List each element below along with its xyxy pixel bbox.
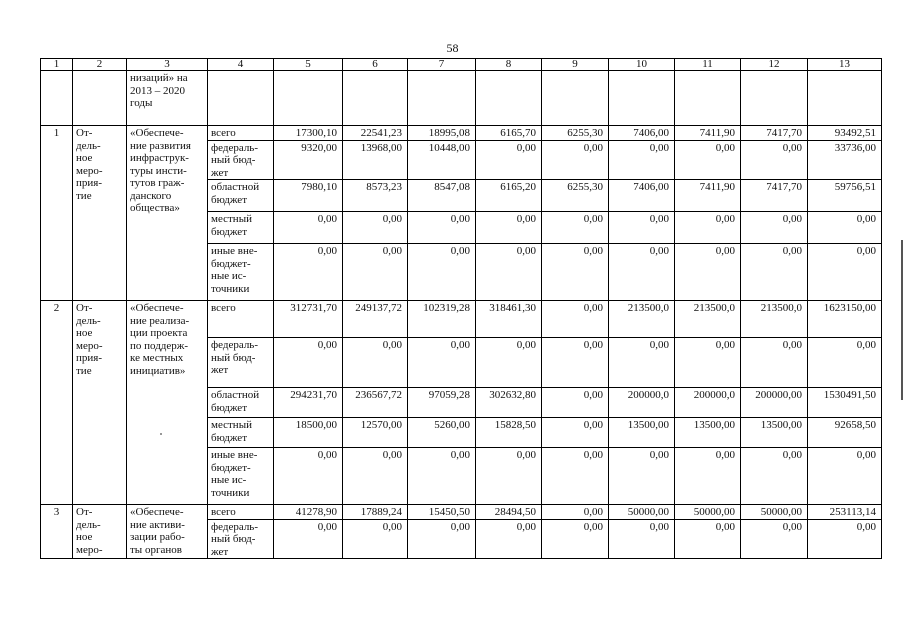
section-number: 2 <box>41 301 73 505</box>
year-value: 8547,08 <box>408 180 476 212</box>
year-value: 18995,08 <box>408 126 476 141</box>
scan-edge-mark <box>901 240 903 400</box>
measure-title: «Обеспече- ние реализа- ции проекта по поддерж- ке местных инициатив» <box>127 301 208 505</box>
year-value: 22541,23 <box>343 126 408 141</box>
year-value: 50000,00 <box>741 505 808 520</box>
year-value: 102319,28 <box>408 301 476 338</box>
year-value: 0,00 <box>476 448 542 505</box>
year-value: 13500,00 <box>609 418 675 448</box>
empty-cell <box>73 71 127 126</box>
column-number: 12 <box>741 59 808 71</box>
column-number: 8 <box>476 59 542 71</box>
continuation-title: низаций» на 2013 – 2020 годы <box>127 71 208 126</box>
funding-source: федераль- ный бюд- жет <box>208 338 274 388</box>
year-value: 213500,0 <box>675 301 741 338</box>
measure-type: От- дель- ное меро- прия- тие <box>73 126 127 301</box>
year-value: 0,00 <box>741 448 808 505</box>
year-value: 6255,30 <box>542 180 609 212</box>
year-value: 213500,0 <box>609 301 675 338</box>
year-value: 9320,00 <box>274 140 343 180</box>
year-value: 0,00 <box>609 244 675 301</box>
year-value: 312731,70 <box>274 301 343 338</box>
year-value: 0,00 <box>675 338 741 388</box>
page-number: 58 <box>446 41 459 55</box>
year-value: 12570,00 <box>343 418 408 448</box>
year-value: 0,00 <box>542 244 609 301</box>
year-value: 6255,30 <box>542 126 609 141</box>
column-number: 9 <box>542 59 609 71</box>
total-value: 0,00 <box>808 338 882 388</box>
year-value: 318461,30 <box>476 301 542 338</box>
year-value: 0,00 <box>274 212 343 244</box>
continuation-row <box>41 71 882 126</box>
year-value: 200000,0 <box>609 388 675 418</box>
year-value: 13500,00 <box>675 418 741 448</box>
year-value: 0,00 <box>542 301 609 338</box>
year-value: 0,00 <box>274 338 343 388</box>
year-value: 17300,10 <box>274 126 343 141</box>
year-value: 0,00 <box>476 244 542 301</box>
column-number: 7 <box>408 59 476 71</box>
funding-source: областной бюджет <box>208 180 274 212</box>
year-value: 0,00 <box>408 338 476 388</box>
year-value: 0,00 <box>343 244 408 301</box>
year-value: 249137,72 <box>343 301 408 338</box>
column-number: 4 <box>208 59 274 71</box>
year-value: 0,00 <box>609 212 675 244</box>
year-value: 7406,00 <box>609 180 675 212</box>
year-value: 0,00 <box>741 338 808 388</box>
empty-cell <box>609 71 675 126</box>
empty-cell <box>274 71 343 126</box>
year-value: 41278,90 <box>274 505 343 520</box>
empty-cell <box>408 71 476 126</box>
year-value: 0,00 <box>741 519 808 559</box>
year-value: 17889,24 <box>343 505 408 520</box>
measure-title: «Обеспече- ние активи- зации рабо- ты органов <box>127 505 208 559</box>
year-value: 0,00 <box>675 244 741 301</box>
total-value: 0,00 <box>808 519 882 559</box>
year-value: 13968,00 <box>343 140 408 180</box>
column-number: 5 <box>274 59 343 71</box>
empty-cell <box>208 71 274 126</box>
funding-source: всего <box>208 301 274 338</box>
total-value: 0,00 <box>808 244 882 301</box>
year-value: 5260,00 <box>408 418 476 448</box>
column-number: 13 <box>808 59 882 71</box>
empty-cell <box>476 71 542 126</box>
year-value: 0,00 <box>609 140 675 180</box>
total-value: 253113,14 <box>808 505 882 520</box>
total-value: 33736,00 <box>808 140 882 180</box>
year-value: 0,00 <box>542 388 609 418</box>
year-value: 302632,80 <box>476 388 542 418</box>
year-value: 13500,00 <box>741 418 808 448</box>
total-value: 59756,51 <box>808 180 882 212</box>
year-value: 7411,90 <box>675 126 741 141</box>
year-value: 0,00 <box>741 244 808 301</box>
column-number: 10 <box>609 59 675 71</box>
year-value: 0,00 <box>343 448 408 505</box>
year-value: 0,00 <box>609 338 675 388</box>
year-value: 0,00 <box>542 418 609 448</box>
year-value: 97059,28 <box>408 388 476 418</box>
funding-source: федераль- ный бюд- жет <box>208 140 274 180</box>
total-value: 0,00 <box>808 212 882 244</box>
year-value: 0,00 <box>408 519 476 559</box>
year-value: 7417,70 <box>741 180 808 212</box>
section-number: 1 <box>41 126 73 301</box>
year-value: 0,00 <box>542 338 609 388</box>
year-value: 6165,70 <box>476 126 542 141</box>
year-value: 0,00 <box>542 519 609 559</box>
year-value: 15450,50 <box>408 505 476 520</box>
year-value: 0,00 <box>542 140 609 180</box>
empty-cell <box>808 71 882 126</box>
column-number-row <box>41 59 882 71</box>
year-value: 15828,50 <box>476 418 542 448</box>
scan-dot <box>160 433 162 435</box>
year-value: 0,00 <box>343 519 408 559</box>
empty-cell <box>675 71 741 126</box>
year-value: 8573,23 <box>343 180 408 212</box>
year-value: 0,00 <box>408 448 476 505</box>
year-value: 7411,90 <box>675 180 741 212</box>
year-value: 7417,70 <box>741 126 808 141</box>
year-value: 50000,00 <box>675 505 741 520</box>
empty-cell <box>41 71 73 126</box>
measure-type: От- дель- ное меро- прия- тие <box>73 301 127 505</box>
year-value: 0,00 <box>675 448 741 505</box>
total-value: 1623150,00 <box>808 301 882 338</box>
year-value: 0,00 <box>274 244 343 301</box>
year-value: 200000,0 <box>675 388 741 418</box>
column-number: 1 <box>41 59 73 71</box>
year-value: 200000,00 <box>741 388 808 418</box>
year-value: 0,00 <box>274 448 343 505</box>
year-value: 0,00 <box>675 140 741 180</box>
funding-source: иные вне- бюджет- ные ис- точники <box>208 244 274 301</box>
year-value: 0,00 <box>343 212 408 244</box>
year-value: 0,00 <box>343 338 408 388</box>
year-value: 18500,00 <box>274 418 343 448</box>
year-value: 0,00 <box>741 140 808 180</box>
table-row <box>41 126 882 141</box>
year-value: 7980,10 <box>274 180 343 212</box>
year-value: 0,00 <box>408 212 476 244</box>
year-value: 0,00 <box>476 519 542 559</box>
year-value: 0,00 <box>609 448 675 505</box>
column-number: 2 <box>73 59 127 71</box>
measure-title: «Обеспече- ние развития инфраструк- туры инсти- тутов граж- данского общества» <box>127 126 208 301</box>
year-value: 0,00 <box>609 519 675 559</box>
year-value: 0,00 <box>476 212 542 244</box>
column-number: 3 <box>127 59 208 71</box>
funding-source: всего <box>208 505 274 520</box>
table-row <box>41 301 882 338</box>
total-value: 0,00 <box>808 448 882 505</box>
empty-cell <box>741 71 808 126</box>
total-value: 93492,51 <box>808 126 882 141</box>
year-value: 7406,00 <box>609 126 675 141</box>
table-row <box>41 505 882 520</box>
year-value: 10448,00 <box>408 140 476 180</box>
funding-source: федераль- ный бюд- жет <box>208 519 274 559</box>
funding-source: иные вне- бюджет- ные ис- точники <box>208 448 274 505</box>
year-value: 28494,50 <box>476 505 542 520</box>
year-value: 0,00 <box>542 505 609 520</box>
measure-type: От- дель- ное меро- <box>73 505 127 559</box>
funding-source: местный бюджет <box>208 418 274 448</box>
empty-cell <box>343 71 408 126</box>
year-value: 0,00 <box>408 244 476 301</box>
budget-table <box>40 58 882 559</box>
funding-source: всего <box>208 126 274 141</box>
column-number: 6 <box>343 59 408 71</box>
year-value: 0,00 <box>741 212 808 244</box>
year-value: 0,00 <box>476 140 542 180</box>
year-value: 0,00 <box>542 212 609 244</box>
empty-cell <box>542 71 609 126</box>
year-value: 213500,0 <box>741 301 808 338</box>
total-value: 92658,50 <box>808 418 882 448</box>
year-value: 0,00 <box>675 212 741 244</box>
year-value: 0,00 <box>542 448 609 505</box>
total-value: 1530491,50 <box>808 388 882 418</box>
section-number: 3 <box>41 505 73 559</box>
column-number: 11 <box>675 59 741 71</box>
funding-source: местный бюджет <box>208 212 274 244</box>
year-value: 0,00 <box>274 519 343 559</box>
year-value: 6165,20 <box>476 180 542 212</box>
year-value: 0,00 <box>675 519 741 559</box>
year-value: 0,00 <box>476 338 542 388</box>
funding-source: областной бюджет <box>208 388 274 418</box>
year-value: 50000,00 <box>609 505 675 520</box>
year-value: 236567,72 <box>343 388 408 418</box>
year-value: 294231,70 <box>274 388 343 418</box>
